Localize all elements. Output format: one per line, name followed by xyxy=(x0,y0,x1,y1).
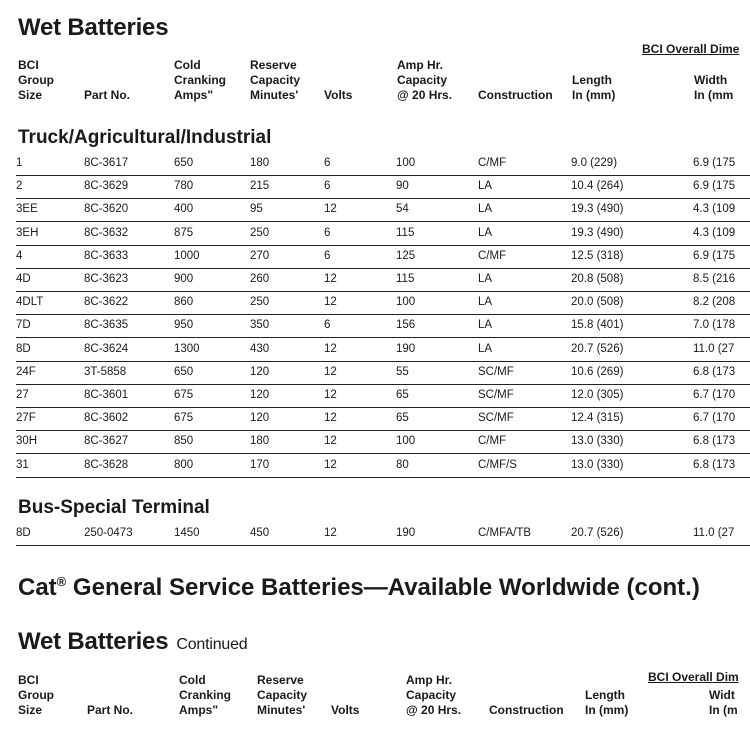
cca-cell: 800 xyxy=(174,458,194,471)
cca-cell: 900 xyxy=(174,273,194,285)
width-cell: 6.9 (175 xyxy=(693,157,736,169)
table-row xyxy=(16,407,750,431)
construction-cell: C/MF xyxy=(478,435,507,448)
group-size-cell: 1 xyxy=(16,157,23,169)
bci-overall-dimensions-label: BCI Overall Dime xyxy=(642,42,740,56)
part-no-cell: 8C-3635 xyxy=(84,319,129,332)
construction-cell: LA xyxy=(478,319,493,332)
construction-cell: C/MF xyxy=(478,157,507,169)
volts-cell: 6 xyxy=(324,180,331,193)
header-volts: Volts xyxy=(324,88,353,102)
header2-construction: Construction xyxy=(489,703,564,717)
reserve-cell: 270 xyxy=(250,249,270,262)
table-row xyxy=(16,291,750,315)
header-construction: Construction xyxy=(478,88,553,102)
header-part-no: Part No. xyxy=(84,88,131,102)
header-reserve: Reserve Capacity Minutes' xyxy=(250,58,301,102)
cca-cell: 400 xyxy=(174,203,194,216)
header-amp-hr: Amp Hr. Capacity @ 20 Hrs. xyxy=(397,58,453,102)
cca-cell: 860 xyxy=(174,296,194,309)
length-cell: 9.0 (229) xyxy=(571,157,618,169)
cca-cell: 875 xyxy=(174,226,194,239)
amp-hr-cell: 115 xyxy=(396,273,415,285)
volts-cell: 12 xyxy=(324,435,337,448)
bci-overall-dimensions-label-2: BCI Overall Dim xyxy=(648,670,739,684)
construction-cell: C/MFA/TB xyxy=(478,527,532,539)
volts-cell: 12 xyxy=(324,527,337,539)
volts-cell: 6 xyxy=(324,249,331,262)
header-width: Width In (mm xyxy=(694,73,734,102)
part-no-cell: 8C-3623 xyxy=(84,273,129,285)
table-row xyxy=(16,361,750,385)
amp-hr-cell: 115 xyxy=(396,226,415,239)
amp-hr-cell: 54 xyxy=(396,203,409,216)
group-size-cell: 31 xyxy=(16,458,29,471)
reserve-cell: 170 xyxy=(250,458,270,471)
length-cell: 10.4 (264) xyxy=(571,180,624,193)
length-cell: 12.4 (315) xyxy=(571,412,624,425)
width-cell: 7.0 (178 xyxy=(693,319,736,332)
group-size-cell: 3EE xyxy=(16,203,38,216)
volts-cell: 12 xyxy=(324,203,337,216)
part-no-cell: 8C-3620 xyxy=(84,203,129,216)
header-length: Length In (mm) xyxy=(572,73,616,102)
width-cell: 8.5 (216 xyxy=(693,273,736,285)
volts-cell: 12 xyxy=(324,389,337,401)
header2-reserve: Reserve Capacity Minutes' xyxy=(257,673,308,717)
subsection-title-bus: Bus-Special Terminal xyxy=(18,497,210,518)
construction-cell: LA xyxy=(478,296,493,309)
group-size-cell: 27F xyxy=(16,412,36,425)
width-cell: 6.9 (175 xyxy=(693,180,736,193)
width-cell: 4.3 (109 xyxy=(693,203,736,216)
cca-cell: 850 xyxy=(174,435,194,448)
construction-cell: LA xyxy=(478,273,493,285)
reserve-cell: 180 xyxy=(250,435,270,448)
subsection-title-truck: Truck/Agricultural/Industrial xyxy=(18,127,272,148)
header2-width: Widt In (m xyxy=(709,688,738,717)
volts-cell: 12 xyxy=(324,365,337,378)
length-cell: 20.8 (508) xyxy=(571,273,624,285)
table-row xyxy=(16,430,750,454)
group-size-cell: 3EH xyxy=(16,226,39,239)
part-no-cell: 250-0473 xyxy=(84,527,133,539)
construction-cell: LA xyxy=(478,226,493,239)
length-cell: 20.0 (508) xyxy=(571,296,624,309)
group-size-cell: 8D xyxy=(16,527,31,539)
group-size-cell: 4 xyxy=(16,249,23,262)
header2-amp-hr: Amp Hr. Capacity @ 20 Hrs. xyxy=(406,673,462,717)
construction-cell: SC/MF xyxy=(478,389,514,401)
length-cell: 13.0 (330) xyxy=(571,435,624,448)
length-cell: 19.3 (490) xyxy=(571,226,624,239)
part-no-cell: 8C-3627 xyxy=(84,435,129,448)
group-size-cell: 30H xyxy=(16,435,38,448)
reserve-cell: 450 xyxy=(250,527,270,539)
part-no-cell: 8C-3602 xyxy=(84,412,129,425)
cca-cell: 650 xyxy=(174,157,194,169)
reserve-cell: 430 xyxy=(250,342,270,355)
reserve-cell: 350 xyxy=(250,319,270,332)
volts-cell: 12 xyxy=(324,458,337,471)
volts-cell: 6 xyxy=(324,226,331,239)
group-size-cell: 4D xyxy=(16,273,31,285)
reserve-cell: 180 xyxy=(250,157,270,169)
section-title: Wet Batteries xyxy=(18,14,169,41)
part-no-cell: 8C-3632 xyxy=(84,226,129,239)
table-row xyxy=(16,384,750,408)
header-cca: Cold Cranking Amps" xyxy=(174,58,227,102)
group-size-cell: 8D xyxy=(16,342,31,355)
volts-cell: 12 xyxy=(324,412,337,425)
length-cell: 20.7 (526) xyxy=(571,342,624,355)
table-row xyxy=(16,245,750,269)
cca-cell: 1300 xyxy=(174,342,200,355)
construction-cell: C/MF/S xyxy=(478,458,517,471)
volts-cell: 12 xyxy=(324,273,337,285)
part-no-cell: 8C-3628 xyxy=(84,458,129,471)
reserve-cell: 260 xyxy=(250,273,270,285)
part-no-cell: 8C-3601 xyxy=(84,389,129,401)
width-cell: 6.8 (173 xyxy=(693,435,736,448)
reserve-cell: 95 xyxy=(250,203,263,216)
header-group-size: BCI Group Size xyxy=(18,58,54,102)
construction-cell: LA xyxy=(478,180,493,193)
group-size-cell: 24F xyxy=(16,365,36,378)
construction-cell: LA xyxy=(478,203,493,216)
header2-group-size: BCI Group Size xyxy=(18,673,54,717)
amp-hr-cell: 190 xyxy=(396,527,416,539)
width-cell: 6.7 (170 xyxy=(693,412,736,425)
length-cell: 20.7 (526) xyxy=(571,527,624,539)
header2-cca: Cold Cranking Amps" xyxy=(179,673,232,717)
volts-cell: 6 xyxy=(324,157,331,169)
part-no-cell: 8C-3624 xyxy=(84,342,129,355)
length-cell: 13.0 (330) xyxy=(571,458,624,471)
table-row xyxy=(16,175,750,199)
part-no-cell: 8C-3617 xyxy=(84,157,129,169)
header2-volts: Volts xyxy=(331,703,360,717)
table-row xyxy=(16,152,750,176)
group-size-cell: 7D xyxy=(16,319,31,332)
length-cell: 10.6 (269) xyxy=(571,365,624,378)
table-row xyxy=(16,454,750,478)
page-title: Cat® General Service Batteries—Available Worldwide (cont.) xyxy=(18,574,700,601)
width-cell: 6.7 (170 xyxy=(693,389,736,401)
reserve-cell: 120 xyxy=(250,365,270,378)
volts-cell: 12 xyxy=(324,342,337,355)
amp-hr-cell: 55 xyxy=(396,365,409,378)
amp-hr-cell: 90 xyxy=(396,180,409,193)
width-cell: 8.2 (208 xyxy=(693,296,736,309)
table-row xyxy=(16,314,750,338)
amp-hr-cell: 65 xyxy=(396,389,409,401)
amp-hr-cell: 190 xyxy=(396,342,416,355)
part-no-cell: 8C-3633 xyxy=(84,249,129,262)
construction-cell: SC/MF xyxy=(478,412,514,425)
amp-hr-cell: 80 xyxy=(396,458,409,471)
width-cell: 6.8 (173 xyxy=(693,458,736,471)
cca-cell: 1450 xyxy=(174,527,200,539)
cca-cell: 675 xyxy=(174,412,194,425)
group-size-cell: 4DLT xyxy=(16,296,44,309)
part-no-cell: 8C-3629 xyxy=(84,180,129,193)
width-cell: 11.0 (27 xyxy=(693,342,735,355)
amp-hr-cell: 100 xyxy=(396,296,416,309)
group-size-cell: 27 xyxy=(16,389,29,401)
amp-hr-cell: 65 xyxy=(396,412,409,425)
table-row xyxy=(16,222,750,246)
group-size-cell: 2 xyxy=(16,180,23,193)
length-cell: 12.5 (318) xyxy=(571,249,624,262)
length-cell: 12.0 (305) xyxy=(571,389,624,401)
cca-cell: 780 xyxy=(174,180,194,193)
table-row xyxy=(16,268,750,292)
section-title-continued: Wet Batteries Continued xyxy=(18,628,248,655)
width-cell: 6.8 (173 xyxy=(693,365,736,378)
cca-cell: 650 xyxy=(174,365,194,378)
part-no-cell: 3T-5858 xyxy=(84,365,127,378)
cca-cell: 675 xyxy=(174,389,194,401)
amp-hr-cell: 125 xyxy=(396,249,416,262)
bus-table-row xyxy=(16,522,750,546)
part-no-cell: 8C-3622 xyxy=(84,296,129,309)
reserve-cell: 250 xyxy=(250,296,270,309)
amp-hr-cell: 156 xyxy=(396,319,416,332)
table-row xyxy=(16,338,750,362)
reserve-cell: 120 xyxy=(250,389,270,401)
construction-cell: C/MF xyxy=(478,249,507,262)
reserve-cell: 250 xyxy=(250,226,270,239)
reserve-cell: 215 xyxy=(250,180,270,193)
amp-hr-cell: 100 xyxy=(396,435,416,448)
amp-hr-cell: 100 xyxy=(396,157,416,169)
volts-cell: 12 xyxy=(324,296,337,309)
width-cell: 4.3 (109 xyxy=(693,226,736,239)
width-cell: 11.0 (27 xyxy=(693,527,735,539)
cca-cell: 950 xyxy=(174,319,194,332)
length-cell: 19.3 (490) xyxy=(571,203,624,216)
reserve-cell: 120 xyxy=(250,412,270,425)
header2-length: Length In (mm) xyxy=(585,688,629,717)
cca-cell: 1000 xyxy=(174,249,200,262)
volts-cell: 6 xyxy=(324,319,331,332)
table-row xyxy=(16,198,750,222)
construction-cell: LA xyxy=(478,342,493,355)
width-cell: 6.9 (175 xyxy=(693,249,736,262)
header2-part-no: Part No. xyxy=(87,703,134,717)
length-cell: 15.8 (401) xyxy=(571,319,624,332)
construction-cell: SC/MF xyxy=(478,365,514,378)
